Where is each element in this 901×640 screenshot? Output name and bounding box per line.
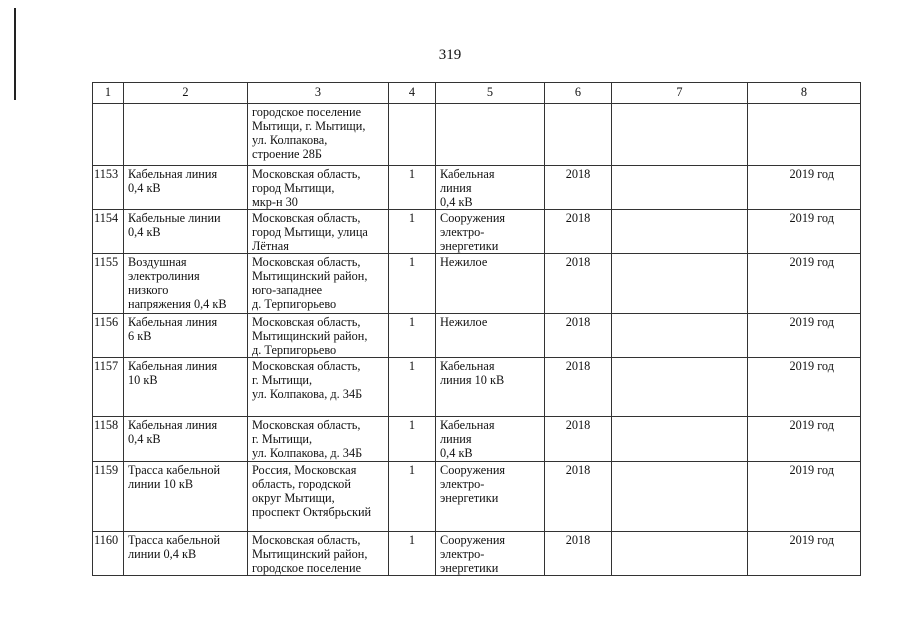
cell-text-line: г. Мытищи, xyxy=(252,432,313,446)
cell-address xyxy=(248,462,389,532)
cell-quantity: 1 xyxy=(389,210,436,254)
cell-object-type xyxy=(436,210,545,254)
cell-text-line: энергетики xyxy=(440,561,499,575)
cell-deadline xyxy=(748,104,861,166)
cell-text-line: электро- xyxy=(440,477,485,491)
cell-text-line: юго-западнее xyxy=(252,283,323,297)
header-cell: 7 xyxy=(612,83,748,104)
cell-text-line: городское поселение xyxy=(252,561,362,575)
cell-column-7 xyxy=(612,358,748,417)
cell-text-line: Кабельная линия xyxy=(128,359,218,373)
table-row xyxy=(93,254,861,314)
cell-object-name xyxy=(124,210,248,254)
cell-text-line: 10 кВ xyxy=(128,373,158,387)
cell-year xyxy=(545,104,612,166)
table-row xyxy=(93,462,861,532)
cell-quantity: 1 xyxy=(389,462,436,532)
header-cell: 8 xyxy=(748,83,861,104)
cell-address xyxy=(248,532,389,576)
table-row xyxy=(93,532,861,576)
cell-object-name xyxy=(124,358,248,417)
cell-number xyxy=(93,104,124,166)
cell-column-7 xyxy=(612,532,748,576)
left-margin-line xyxy=(14,8,16,100)
cell-quantity: 1 xyxy=(389,166,436,210)
cell-deadline: 2019 год xyxy=(748,314,861,358)
cell-text-line: Московская область, xyxy=(252,418,361,432)
cell-object-type xyxy=(436,358,545,417)
cell-object-name xyxy=(124,166,248,210)
cell-text-line: Московская область, xyxy=(252,533,361,547)
table-row xyxy=(93,210,861,254)
cell-deadline: 2019 год xyxy=(748,358,861,417)
cell-text-line: Кабельная xyxy=(440,167,495,181)
header-cell: 4 xyxy=(389,83,436,104)
cell-text-line: Лётная xyxy=(252,239,289,253)
table-row xyxy=(93,314,861,358)
cell-quantity: 1 xyxy=(389,254,436,314)
cell-text-line: проспект Октябрьский xyxy=(252,505,372,519)
cell-text-line: Нежилое xyxy=(440,255,488,269)
cell-text-line: Сооружения xyxy=(440,463,506,477)
cell-text-line: линия xyxy=(440,432,472,446)
cell-text-line: электролиния xyxy=(128,269,200,283)
cell-text-line: энергетики xyxy=(440,491,499,505)
table-row xyxy=(93,104,861,166)
cell-text-line: 0,4 кВ xyxy=(440,195,473,209)
cell-address xyxy=(248,210,389,254)
cell-object-type xyxy=(436,532,545,576)
cell-column-7 xyxy=(612,417,748,462)
cell-object-name xyxy=(124,417,248,462)
cell-deadline: 2019 год xyxy=(748,417,861,462)
cell-text-line: линия xyxy=(440,181,472,195)
cell-text-line: Кабельная линия xyxy=(128,167,218,181)
cell-text-line: д. Терпигорьево xyxy=(252,343,337,357)
cell-text-line: Кабельная xyxy=(440,418,495,432)
cell-text-line: Мытищинский район, xyxy=(252,547,368,561)
cell-text-line: Мытищи, г. Мытищи, xyxy=(252,119,366,133)
cell-object-name xyxy=(124,104,248,166)
cell-text-line: Мытищинский район, xyxy=(252,269,368,283)
cell-address xyxy=(248,104,389,166)
cell-year: 2018 xyxy=(545,417,612,462)
cell-text-line: Мытищинский район, xyxy=(252,329,368,343)
cell-text-line: низкого xyxy=(128,283,169,297)
cell-text-line: Сооружения xyxy=(440,211,506,225)
cell-text-line: городское поселение xyxy=(252,105,362,119)
cell-text-line: Кабельная линия xyxy=(128,315,218,329)
cell-text-line: Кабельные линии xyxy=(128,211,221,225)
cell-text-line: д. Терпигорьево xyxy=(252,297,337,311)
cell-column-7 xyxy=(612,210,748,254)
cell-number: 1154 xyxy=(93,210,124,254)
cell-number: 1155 xyxy=(93,254,124,314)
page-number: 319 xyxy=(438,47,462,63)
cell-text-line: Нежилое xyxy=(440,315,488,329)
cell-deadline: 2019 год xyxy=(748,462,861,532)
cell-object-type xyxy=(436,166,545,210)
cell-object-type xyxy=(436,462,545,532)
cell-object-type xyxy=(436,104,545,166)
cell-text-line: г. Мытищи, xyxy=(252,373,313,387)
cell-number: 1153 xyxy=(93,166,124,210)
cell-quantity: 1 xyxy=(389,532,436,576)
cell-deadline: 2019 год xyxy=(748,210,861,254)
cell-text-line: Кабельная линия xyxy=(128,418,218,432)
cell-text-line: энергетики xyxy=(440,239,499,253)
cell-text-line: линии 10 кВ xyxy=(128,477,194,491)
cell-year: 2018 xyxy=(545,358,612,417)
cell-text-line: Трасса кабельной xyxy=(128,533,221,547)
cell-text-line: Московская область, xyxy=(252,167,361,181)
cell-number: 1159 xyxy=(93,462,124,532)
cell-object-name xyxy=(124,532,248,576)
cell-year: 2018 xyxy=(545,166,612,210)
cell-year: 2018 xyxy=(545,532,612,576)
cell-number: 1160 xyxy=(93,532,124,576)
cell-address xyxy=(248,254,389,314)
cell-quantity: 1 xyxy=(389,314,436,358)
cell-text-line: электро- xyxy=(440,547,485,561)
cell-address xyxy=(248,314,389,358)
cell-number: 1157 xyxy=(93,358,124,417)
cell-text-line: электро- xyxy=(440,225,485,239)
cell-text-line: 0,4 кВ xyxy=(128,181,161,195)
cell-column-7 xyxy=(612,104,748,166)
cell-number: 1156 xyxy=(93,314,124,358)
registry-table xyxy=(92,82,861,576)
table-row xyxy=(93,166,861,210)
cell-year: 2018 xyxy=(545,462,612,532)
cell-text-line: Московская область, xyxy=(252,211,361,225)
cell-year: 2018 xyxy=(545,254,612,314)
table-row xyxy=(93,417,861,462)
cell-text-line: 0,4 кВ xyxy=(128,225,161,239)
header-cell: 2 xyxy=(124,83,248,104)
cell-text-line: ул. Колпакова, xyxy=(252,133,328,147)
cell-text-line: город Мытищи, улица xyxy=(252,225,368,239)
cell-text-line: область, городской xyxy=(252,477,351,491)
cell-deadline: 2019 год xyxy=(748,166,861,210)
cell-quantity: 1 xyxy=(389,358,436,417)
cell-deadline: 2019 год xyxy=(748,532,861,576)
cell-address xyxy=(248,166,389,210)
cell-year: 2018 xyxy=(545,210,612,254)
cell-text-line: 6 кВ xyxy=(128,329,152,343)
cell-text-line: Московская область, xyxy=(252,255,361,269)
table-body xyxy=(93,83,861,576)
cell-text-line: Воздушная xyxy=(128,255,187,269)
cell-object-type xyxy=(436,254,545,314)
cell-column-7 xyxy=(612,254,748,314)
cell-number: 1158 xyxy=(93,417,124,462)
cell-column-7 xyxy=(612,166,748,210)
cell-address xyxy=(248,417,389,462)
table-header-row xyxy=(93,83,861,104)
cell-text-line: 0,4 кВ xyxy=(440,446,473,460)
cell-quantity xyxy=(389,104,436,166)
cell-address xyxy=(248,358,389,417)
cell-text-line: строение 28Б xyxy=(252,147,322,161)
cell-text-line: Сооружения xyxy=(440,533,506,547)
header-cell: 3 xyxy=(248,83,389,104)
cell-text-line: город Мытищи, xyxy=(252,181,335,195)
cell-object-type xyxy=(436,417,545,462)
cell-text-line: линия 10 кВ xyxy=(440,373,505,387)
cell-quantity: 1 xyxy=(389,417,436,462)
cell-text-line: мкр-н 30 xyxy=(252,195,298,209)
cell-text-line: линии 0,4 кВ xyxy=(128,547,197,561)
cell-text-line: Московская область, xyxy=(252,315,361,329)
cell-text-line: округ Мытищи, xyxy=(252,491,335,505)
cell-column-7 xyxy=(612,462,748,532)
header-cell: 6 xyxy=(545,83,612,104)
header-cell: 5 xyxy=(436,83,545,104)
cell-text-line: ул. Колпакова, д. 34Б xyxy=(252,387,363,401)
cell-year: 2018 xyxy=(545,314,612,358)
cell-text-line: ул. Колпакова, д. 34Б xyxy=(252,446,363,460)
cell-object-name xyxy=(124,314,248,358)
cell-text-line: Трасса кабельной xyxy=(128,463,221,477)
cell-text-line: Кабельная xyxy=(440,359,495,373)
cell-object-name xyxy=(124,254,248,314)
cell-text-line: напряжения 0,4 кВ xyxy=(128,297,227,311)
table-row xyxy=(93,358,861,417)
cell-object-type xyxy=(436,314,545,358)
cell-column-7 xyxy=(612,314,748,358)
header-cell: 1 xyxy=(93,83,124,104)
cell-deadline: 2019 год xyxy=(748,254,861,314)
cell-text-line: 0,4 кВ xyxy=(128,432,161,446)
cell-object-name xyxy=(124,462,248,532)
cell-text-line: Россия, Московская xyxy=(252,463,357,477)
cell-text-line: Московская область, xyxy=(252,359,361,373)
